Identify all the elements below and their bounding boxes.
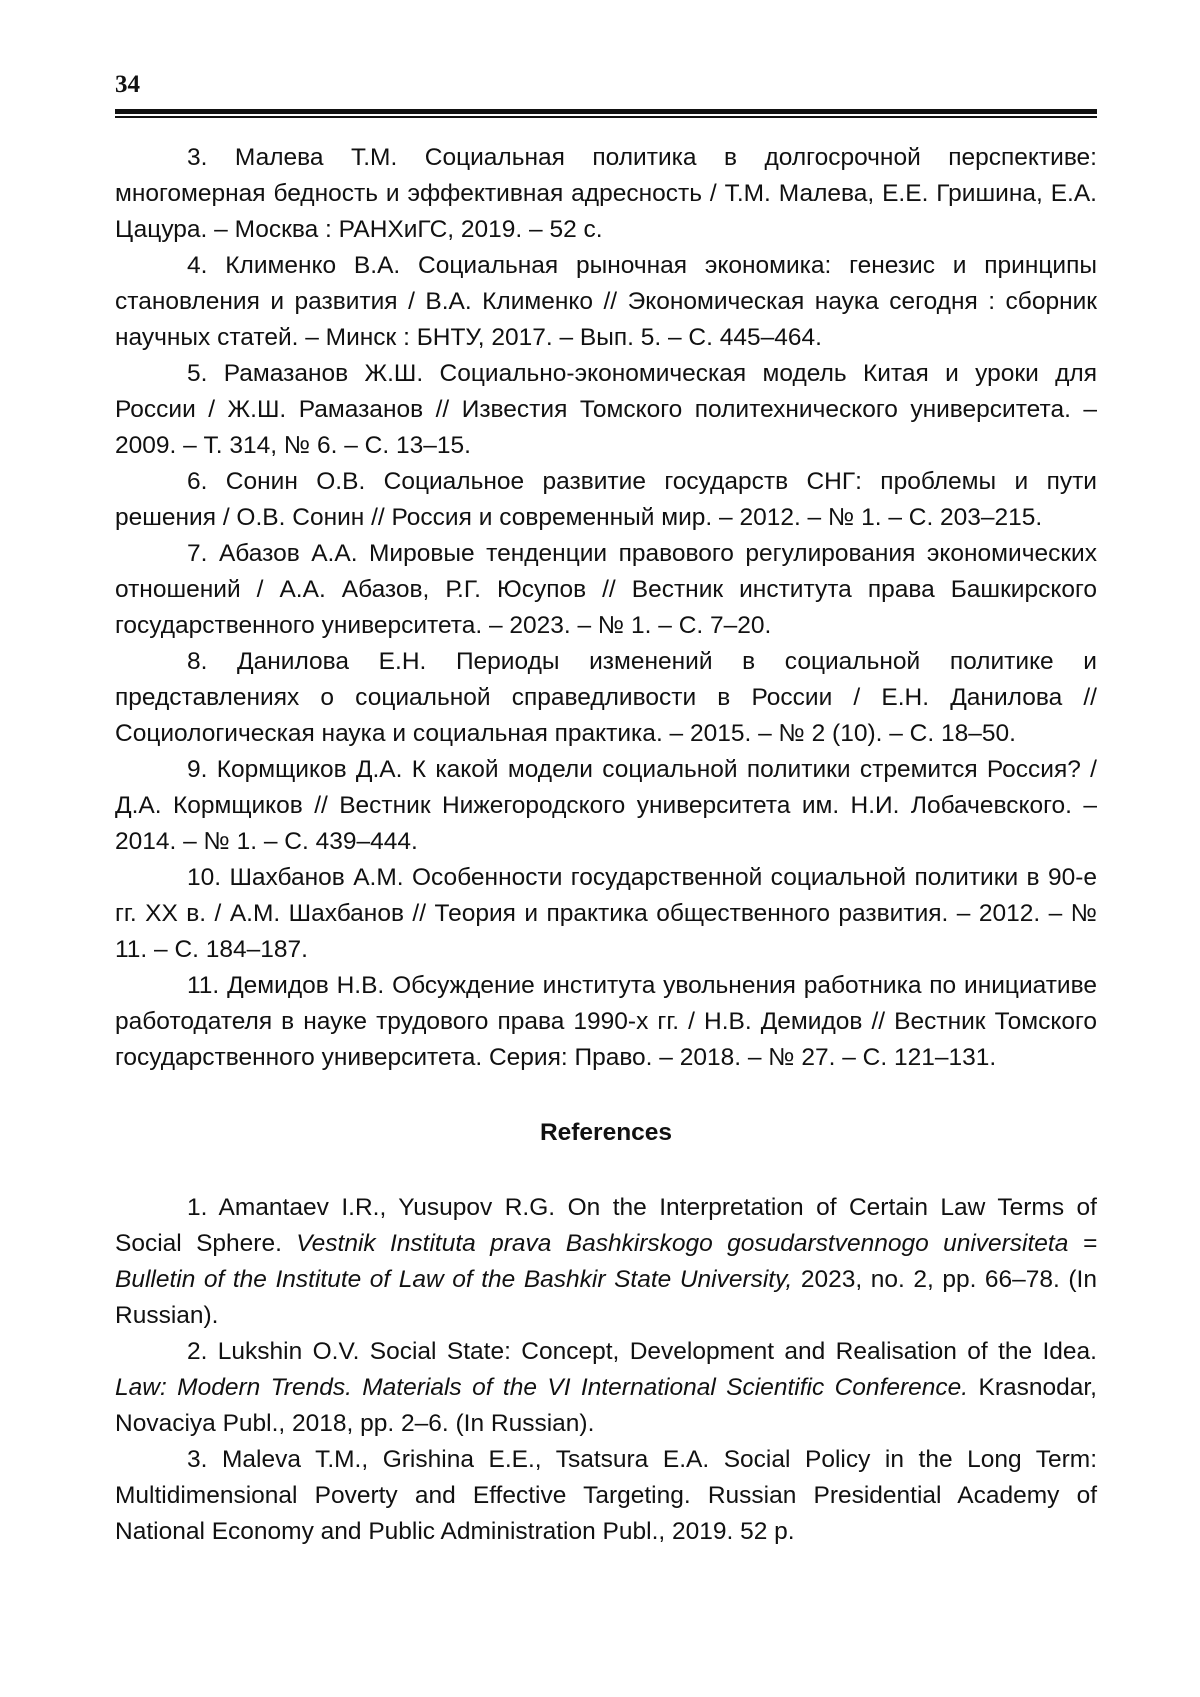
reference-item: 4. Клименко В.А. Социальная рыночная экономика: генезис и принципы становления и развития / В.А. Клименко // Экономическая наука сегодня : сборник научных статей. – Минск : БНТУ, 2017. – Вып. 5. – С. 445–464. [115,252,1097,351]
reference-item: 10. Шахбанов А.М. Особенности государственной социальной политики в 90-е гг. XX в. / А.М. Шахбанов // Теория и практика общественного развития. – 2012. – № 11. – С. 184–187. [115,864,1097,963]
reference-item [115,1334,1097,1442]
reference-item: 3. Малева Т.М. Социальная политика в долгосрочной перспективе: многомерная бедность и эффективная адресность / Т.М. Малева, Е.Е. Гришина, Е.А. Цацура. – Москва : РАНХиГС, 2019. – 52 с. [115,144,1097,243]
reference-item: 7. Абазов А.А. Мировые тенденции правового регулирования экономических отношений / А.А. Абазов, Р.Г. Юсупов // Вестник института права Башкирского государственного университета. – 2023. – № 1. – С. 7–20. [115,540,1097,639]
page-number: 34 [115,71,140,98]
page-content [115,140,1097,1550]
reference-item: 8. Данилова Е.Н. Периоды изменений в социальной политике и представлениях о социальной справедливости в России / Е.Н. Данилова // Социологическая наука и социальная практика. – 2015. – № 2 (10). – С. 18–50. [115,648,1097,747]
reference-item: 9. Кормщиков Д.А. К какой модели социальной политики стремится Россия? / Д.А. Кормщиков // Вестник Нижегородского университета им. Н.И. Лобачевского. – 2014. – № 1. – С. 439–444. [115,756,1097,855]
reference-text: Krasnodar, Novaciya Publ., 2018, pp. 2–6. (In Russian). [115,1374,1097,1437]
reference-text: 2023, no. 2, pp. 66–78. (In Russian). [115,1266,1097,1329]
reference-item: 11. Демидов Н.В. Обсуждение института увольнения работника по инициативе работодателя в науке трудового права 1990-х гг. / Н.В. Демидов // Вестник Томского государственного университета. Серия: Право. – 2018. – № 27. – С. 121–131. [115,972,1097,1071]
reference-item: 6. Сонин О.В. Социальное развитие государств СНГ: проблемы и пути решения / О.В. Сонин // Россия и современный мир. – 2012. – № 1. – С. 203–215. [115,468,1097,531]
russian-reference-list [115,140,1097,1076]
english-reference-list [115,1190,1097,1550]
reference-text: 1. Amantaev I.R., Yusupov R.G. On the Interpretation of Certain Law Terms of Social Sphere. [115,1194,1097,1257]
reference-item [115,1442,1097,1550]
reference-item: 5. Рамазанов Ж.Ш. Социально-экономическая модель Китая и уроки для России / Ж.Ш. Рамазанов // Известия Томского политехнического университета. – 2009. – Т. 314, № 6. – С. 13–15. [115,360,1097,459]
reference-item [115,1190,1097,1334]
header-rule-thin [115,116,1097,118]
reference-source-title: Law: Modern Trends. Materials of the VI International Scientific Conference. [115,1374,969,1401]
reference-text: 2. Lukshin O.V. Social State: Concept, Development and Realisation of the Idea. [187,1338,1097,1365]
reference-text: 3. Maleva T.M., Grishina E.E., Tsatsura E.A. Social Policy in the Long Term: Multidimensional Poverty and Effective Targeting. Russian Presidential Academy of National Economy and Public Administration Publ., 2019. 52 p. [115,1446,1097,1545]
header-rule [115,109,1097,114]
references-heading: References [539,1119,673,1146]
reference-source-title: Vestnik Instituta prava Bashkirskogo gosudarstvennogo universiteta = Bulletin of the Institute of Law of the Bashkir State University, [115,1230,1098,1293]
